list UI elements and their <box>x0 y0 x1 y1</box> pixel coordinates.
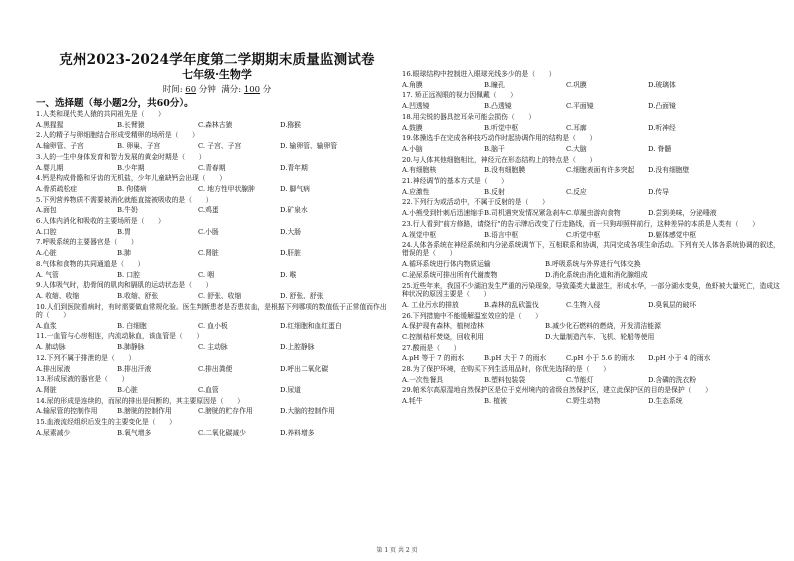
time-value: 60 <box>185 85 197 95</box>
option[interactable]: C.听觉中枢 <box>566 230 601 239</box>
option[interactable]: A.血浆 <box>36 321 57 330</box>
option[interactable]: C. 舒张、收缩 <box>198 291 242 300</box>
option[interactable]: A.黑猩猩 <box>36 120 64 129</box>
question-36-stem: 28.为了保护环境，在购买下列生活用品时，你优先选择的是（ ） <box>402 365 610 373</box>
question-22-stem: 22.下列行为或活动中，不属于反射的是（ ） <box>402 198 549 207</box>
option[interactable]: B.司机遇突发情况紧急刹车 <box>484 209 566 218</box>
option[interactable]: C. 地方性甲状腺肿 <box>198 184 255 193</box>
time-label: 时间: <box>162 85 183 95</box>
option[interactable]: C.大脑 <box>566 144 587 153</box>
option[interactable]: C. 咽 <box>198 270 215 279</box>
option[interactable]: A.应激性 <box>402 187 430 196</box>
option[interactable]: C. 子宫、子宫 <box>198 142 242 151</box>
exam-meta <box>52 83 382 95</box>
option[interactable]: B.听觉中枢 <box>484 123 519 132</box>
option[interactable]: C.平面镜 <box>566 102 594 111</box>
question-32-stem: A.保护现有森林，植树造林 <box>402 322 484 331</box>
option[interactable]: C.森林古猿 <box>198 120 233 129</box>
option[interactable]: B.呼吸系统与外界进行气体交换 <box>545 260 641 269</box>
option[interactable]: B.排出汗液 <box>117 364 152 373</box>
question-1-stem: 1.人类和现代类人猿的共同祖先是（ ） <box>36 110 165 118</box>
option[interactable]: D.含磷的洗衣粉 <box>648 375 697 384</box>
option[interactable]: A. 肺动脉 <box>36 343 66 352</box>
question-33-stem: C.控制秸秆焚烧，回收利用 <box>402 332 484 341</box>
option[interactable]: B.心脏 <box>117 385 138 394</box>
option[interactable]: D.躯体感觉中枢 <box>648 230 697 239</box>
option[interactable]: B.胃 <box>117 227 131 236</box>
option[interactable]: B.收缩、舒张 <box>117 291 159 300</box>
option[interactable]: C.反应 <box>566 187 587 196</box>
question-15-stem: 15.血液流经组织后发生的主要变化是（ ） <box>36 418 176 426</box>
exam-title: 克州2023-2024学年度第二学期期末质量监测试卷 <box>59 52 375 68</box>
option[interactable]: D.听神经 <box>648 123 676 132</box>
question-12-stem: 12.下列不属于排泄的是（ ） <box>36 353 136 362</box>
question-29-stem: 25.近些年来，我国不少湖泊发生严重的污染现象，导致藻类大量滋生，形成水华，一部分湖水变臭，鱼虾被大量死亡，造成这种状况的原因主要是（ ） <box>402 281 780 298</box>
option[interactable]: D.大肠 <box>280 227 301 236</box>
page-footer: 第 1 页 共 2 页 <box>376 547 418 554</box>
option[interactable]: B.森林的乱砍滥伐 <box>484 300 539 309</box>
option[interactable]: B.膀胱的控制作用 <box>117 407 172 416</box>
option[interactable]: B.肺 <box>117 249 131 258</box>
option[interactable]: B. 口腔 <box>117 270 140 279</box>
option[interactable]: A.肾脏 <box>36 385 57 394</box>
option[interactable]: B. 植被 <box>484 397 507 406</box>
option[interactable]: D. 舒张、舒张 <box>280 291 324 300</box>
option[interactable]: C.血管 <box>198 385 219 394</box>
option[interactable]: D.pH 小于 4 的雨水 <box>648 354 711 363</box>
option[interactable]: C.生物入侵 <box>566 300 601 309</box>
option[interactable]: B.牛奶 <box>117 206 138 215</box>
question-5-stem: 5.下列营养物质不需要被消化就能直接被吸收的是（ ） <box>36 195 213 204</box>
option[interactable]: D.青年期 <box>280 163 308 172</box>
question-4-stem: 4.钙是构成骨骼和牙齿的无机盐，少年儿童缺钙会出现（ ） <box>36 174 226 183</box>
option[interactable]: C.肾脏 <box>198 249 219 258</box>
subject-title: 七年级·生物学 <box>182 68 252 81</box>
option[interactable]: A.骨质疏松症 <box>36 184 78 193</box>
option[interactable]: D. 脚气病 <box>280 184 310 193</box>
option[interactable]: D. 喉 <box>280 270 297 279</box>
score-label: 满分: <box>221 85 242 95</box>
question-34-stem: 27.酸雨是（ ） <box>402 343 461 352</box>
option[interactable]: D.凸面镜 <box>648 102 676 111</box>
option[interactable]: A.口腔 <box>36 227 57 236</box>
question-24-stem: 23.行人看到"前方修路，请绕行"的告示牌后改变了行走路线，而一只狗却照样前行，这种差异的本质是人类有（ ） <box>402 219 759 228</box>
score-unit: 分 <box>262 85 272 95</box>
option[interactable]: D.尿道 <box>280 385 301 394</box>
question-3-stem: 3.人的一生中身体发育和智力发展的黄金时期是（ ） <box>36 152 206 161</box>
option[interactable]: A.小脑 <box>402 144 423 153</box>
question-28-stem: C.泌尿系统可排出所有代谢废物 <box>402 271 498 279</box>
option[interactable]: C. 主动脉 <box>198 343 228 352</box>
option[interactable]: D.大量制造汽车、飞机、轮船等使用 <box>545 332 655 341</box>
option[interactable]: B.塑料包装袋 <box>484 375 526 384</box>
option[interactable]: A. 工业污水的排放 <box>402 300 459 309</box>
option[interactable]: A.鼓膜 <box>402 123 423 132</box>
option[interactable]: B.反射 <box>484 187 505 196</box>
option[interactable]: D.肝脏 <box>280 249 301 258</box>
option[interactable]: A.输尿管的控制作用 <box>36 407 98 416</box>
option[interactable]: A.角膜 <box>402 80 423 89</box>
option[interactable]: C.草履虫游向食物 <box>566 209 621 218</box>
option[interactable]: D.生态系统 <box>648 397 683 406</box>
option[interactable]: D.上腔静脉 <box>280 343 315 352</box>
option[interactable]: B.没有细胞膜 <box>484 166 526 175</box>
option[interactable]: A.凹透镜 <box>402 102 430 111</box>
option[interactable]: C. 血小板 <box>198 321 228 330</box>
option[interactable]: B.pH 大于 7 的雨水 <box>484 354 547 363</box>
option[interactable]: D.臭氧层的破坏 <box>648 300 697 309</box>
option[interactable]: C.pH 小于 5.6 的雨水 <box>566 354 635 363</box>
option[interactable]: A.面包 <box>36 206 57 215</box>
option[interactable]: C.耳廓 <box>566 123 587 132</box>
option[interactable]: C.细胞表面有许多突起 <box>566 166 635 175</box>
option[interactable]: A.一次性餐具 <box>402 375 444 384</box>
option[interactable]: C.膀胱的贮存作用 <box>198 407 253 416</box>
question-17-stem: 17. 矫正远视眼的视力因佩戴（ ） <box>402 91 517 100</box>
question-38-stem: 29.帕米尔高原湿地自然保护区是位于克州境内的省级自然保护区，建立此保护区的目的是保护（ ） <box>402 386 712 395</box>
option[interactable]: D.红细胞和血红蛋白 <box>280 321 342 330</box>
option[interactable]: D.呼出二氧化碳 <box>280 364 329 373</box>
option[interactable]: D.没有细胞壁 <box>648 166 690 175</box>
question-8-stem: 8.气体和食物的共同通道是（ ） <box>36 259 145 268</box>
option[interactable]: C.巩膜 <box>566 80 587 89</box>
option[interactable]: A.排出尿液 <box>36 364 71 373</box>
option[interactable]: B.氧气增多 <box>117 428 152 437</box>
question-6-stem: 6.人体内消化和吸收的主要场所是（ ） <box>36 217 165 225</box>
question-10-stem: 10.人们到医院看病时，有时需要做血常规化验。医生判断患者是否患贫血，是根据下列哪项的数值低于正常值而作出的（ ） <box>36 302 387 319</box>
question-16-stem: 16.眼球结构中控制进入眼球光线多少的是（ ） <box>402 70 556 78</box>
question-31-stem: 26.下列措施中不能缓解温室效应的是（ ） <box>402 311 542 320</box>
question-23-stem: A.小熊受到针刺后迅速缩手 <box>402 209 484 218</box>
option[interactable]: D.矿泉水 <box>280 206 308 215</box>
option[interactable]: C.青春期 <box>198 163 226 172</box>
option[interactable]: D. 输卵管、输卵管 <box>280 142 338 151</box>
option[interactable]: B. 白细胞 <box>117 321 147 330</box>
option[interactable]: B.瞳孔 <box>484 80 505 89</box>
option[interactable]: D.养料增多 <box>280 428 315 437</box>
option[interactable]: D.传导 <box>648 187 669 196</box>
option[interactable]: B. 佝偻病 <box>117 184 147 193</box>
option[interactable]: D.尝到美味，分泌唾液 <box>648 209 717 218</box>
option[interactable]: B.肺静脉 <box>117 343 145 352</box>
option[interactable]: A.婴儿期 <box>36 163 64 172</box>
question-7-stem: 7.呼吸系统的主要器官是（ ） <box>36 238 138 247</box>
option[interactable]: B.长臂猿 <box>117 120 145 129</box>
option[interactable]: A.pH 等于 7 的雨水 <box>402 354 465 363</box>
question-2-stem: 2.人的精子与卵细胞结合形成受精卵的场所是（ ） <box>36 131 199 140</box>
question-21-stem: 21.神经调节的基本方式是（ ） <box>402 177 508 185</box>
question-20-stem: 20.与人体其他细胞相比，神经元在形态结构上的特点是（ ） <box>402 155 597 164</box>
option[interactable]: C.二氧化碳减少 <box>198 428 246 437</box>
option[interactable]: D.猕猴 <box>280 120 301 129</box>
time-unit: 分钟 <box>198 85 216 95</box>
question-27-stem: A.循环系统进行体内物质运输 <box>402 260 491 269</box>
question-18-stem: 18.用尖锐的器具挖耳朵可能会损伤（ ） <box>402 112 536 121</box>
option[interactable]: D. 脊髓 <box>648 144 672 153</box>
question-13-stem: 13.形成尿液的器官是（ ） <box>36 375 129 384</box>
option[interactable]: A.视觉中枢 <box>402 230 437 239</box>
option[interactable]: B.语言中枢 <box>484 230 519 239</box>
score-value: 100 <box>243 85 261 95</box>
option[interactable]: A.输卵管、子宫 <box>36 142 84 151</box>
option[interactable]: C.排出粪便 <box>198 364 233 373</box>
option[interactable]: B.少年期 <box>117 163 145 172</box>
question-11-stem: 11.一血管与心房相连，内流动脉血，该血管是（ ） <box>36 332 204 341</box>
option[interactable]: A.有细胞核 <box>402 166 437 175</box>
option[interactable]: A.尿素减少 <box>36 428 71 437</box>
option[interactable]: B.脑干 <box>484 144 505 153</box>
option[interactable]: B.凸透镜 <box>484 102 512 111</box>
option[interactable]: D.大脑的控制作用 <box>280 407 335 416</box>
question-26-stem: 24.人体各系统在神经系统和内分泌系统调节下，互相联系和协调，共同完成各项生命活动。下列有关人体各系统协调的叙述，错误的是（ ） <box>402 241 780 258</box>
question-9-stem: 9.人体吸气时，肋骨间的肌肉和膈肌的运动状态是（ ） <box>36 281 213 290</box>
option[interactable]: A.牦牛 <box>402 397 423 406</box>
option[interactable]: A. 气管 <box>36 270 59 279</box>
option[interactable]: C.节能灯 <box>566 375 594 384</box>
option[interactable]: A. 收缩、收缩 <box>36 291 80 300</box>
option[interactable]: C.野生动物 <box>566 397 601 406</box>
option[interactable]: C.小肠 <box>198 227 219 236</box>
option[interactable]: B.减少化石燃料的燃烧，开发清洁能源 <box>545 322 661 331</box>
question-14-stem: 14.尿的形成是连续的，而尿的排出是间断的，其主要原因是（ ） <box>36 396 244 405</box>
option[interactable]: D.玻璃体 <box>648 80 676 89</box>
option[interactable]: A.心脏 <box>36 249 57 258</box>
section-heading: 一、选择题（每小题2分，共60分）。 <box>36 98 194 109</box>
option[interactable]: D.消化系统由消化道和消化腺组成 <box>545 271 648 279</box>
option[interactable]: B. 卵巢、子宫 <box>117 142 161 151</box>
question-19-stem: 19.体操选手在完成各种技巧动作时起协调作用的结构是（ ） <box>402 134 597 143</box>
option[interactable]: C.鸡蛋 <box>198 206 219 215</box>
